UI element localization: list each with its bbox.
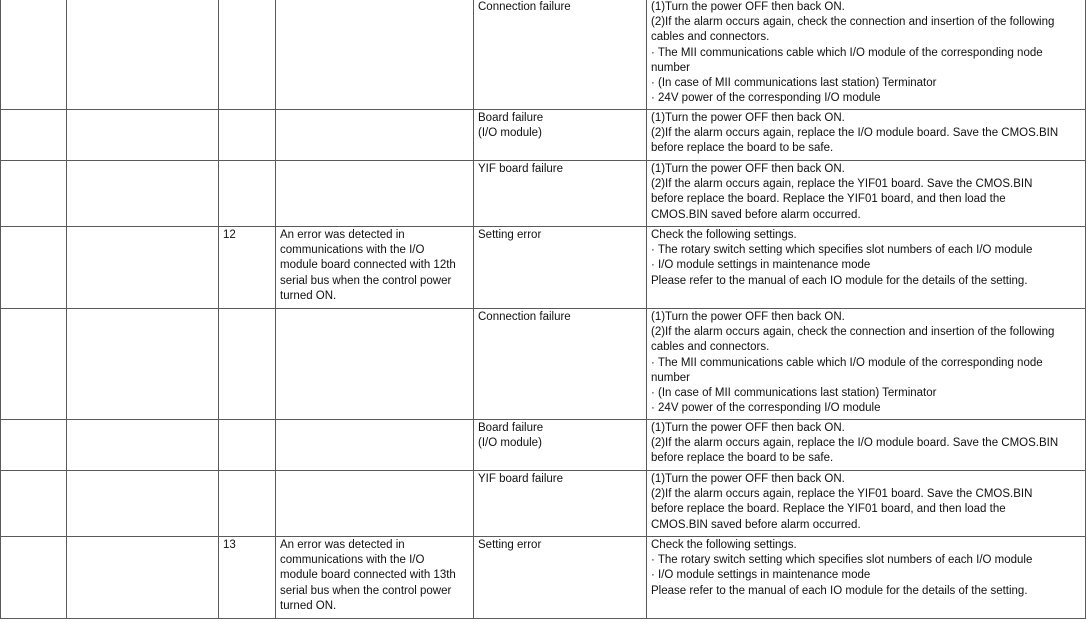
measure-line: · 24V power of the corresponding I/O module: [651, 92, 881, 105]
measure-line: · The rotary switch setting which specifies slot numbers of each I/O module: [651, 244, 1033, 257]
table-row: [1, 0, 1086, 110]
blank-cell-b: [67, 0, 219, 110]
measure-line: before replace the board to be safe.: [651, 142, 834, 155]
measure-line: Check the following settings.: [651, 539, 797, 551]
table-row: [1, 110, 1086, 161]
measure-line: Please refer to the manual of each IO module for the details of the setting.: [651, 584, 1028, 597]
table-row: [1, 309, 1086, 420]
measure-cell: [647, 110, 1086, 161]
measure-cell: [647, 227, 1086, 309]
cause-line: YIF board failure: [478, 473, 564, 485]
measure-line: (1)Turn the power OFF then back ON.: [651, 311, 845, 323]
table-row: [1, 227, 1086, 309]
description-line: serial bus when the control power: [280, 584, 452, 597]
measure-line: · I/O module settings in maintenance mode: [651, 569, 871, 582]
blank-cell-a: [1, 0, 67, 110]
description-line: serial bus when the control power: [280, 274, 452, 287]
cause-line: Board failure: [478, 112, 544, 124]
measure-line: (1)Turn the power OFF then back ON.: [651, 473, 845, 485]
blank-cell-b: [67, 227, 219, 309]
alarm-code-cell: [219, 161, 276, 227]
cause-cell: [474, 0, 647, 110]
description-cell: [276, 0, 474, 110]
cause-cell: [474, 110, 647, 161]
cause-cell: [474, 537, 647, 619]
measure-line: before replace the board. Replace the YIF01 board, and then load the: [651, 503, 1006, 516]
description-line: turned ON.: [280, 599, 337, 612]
cause-line: YIF board failure: [478, 163, 564, 175]
table-row: [1, 420, 1086, 471]
cause-line: Connection failure: [478, 311, 571, 323]
cause-cell: [474, 161, 647, 227]
measure-line: (2)If the alarm occurs again, check the connection and insertion of the following: [651, 326, 1055, 339]
description-cell: [276, 110, 474, 161]
description-line: module board connected with 13th: [280, 569, 456, 582]
measure-line: · (In case of MII communications last station) Terminator: [651, 77, 937, 90]
measure-cell: [647, 537, 1086, 619]
measure-line: cables and connectors.: [651, 31, 770, 44]
measure-cell: [647, 471, 1086, 537]
measure-line: (2)If the alarm occurs again, replace the I/O module board. Save the CMOS.BIN: [651, 127, 1059, 140]
cause-line: Connection failure: [478, 1, 571, 13]
measure-cell: [647, 420, 1086, 471]
measure-cell: [647, 161, 1086, 227]
blank-cell-b: [67, 110, 219, 161]
alarm-code-cell: [219, 110, 276, 161]
cause-line: Board failure: [478, 422, 544, 434]
description-cell: [276, 471, 474, 537]
alarm-code-cell: [219, 309, 276, 420]
measure-line: · 24V power of the corresponding I/O module: [651, 402, 881, 415]
measure-line: before replace the board to be safe.: [651, 452, 834, 465]
cause-cell: [474, 420, 647, 471]
blank-cell-a: [1, 537, 67, 619]
measure-line: · The MII communications cable which I/O module of the corresponding node: [651, 46, 1043, 59]
blank-cell-a: [1, 309, 67, 420]
cause-line: Setting error: [478, 229, 542, 241]
cause-line: (I/O module): [478, 127, 542, 140]
measure-line: (2)If the alarm occurs again, replace the YIF01 board. Save the CMOS.BIN: [651, 178, 1033, 191]
description-cell: [276, 227, 474, 309]
cause-line: Setting error: [478, 539, 542, 551]
measure-line: (1)Turn the power OFF then back ON.: [651, 1, 845, 13]
measure-line: number: [651, 371, 690, 384]
cause-cell: [474, 471, 647, 537]
measure-line: · I/O module settings in maintenance mode: [651, 259, 871, 272]
code-text: 12: [223, 229, 236, 241]
description-line: module board connected with 12th: [280, 259, 456, 272]
measure-line: number: [651, 61, 690, 74]
cause-line: (I/O module): [478, 437, 542, 450]
measure-line: (2)If the alarm occurs again, check the connection and insertion of the following: [651, 16, 1055, 29]
measure-line: · (In case of MII communications last station) Terminator: [651, 387, 937, 400]
blank-cell-a: [1, 161, 67, 227]
measure-line: (1)Turn the power OFF then back ON.: [651, 112, 845, 124]
blank-cell-b: [67, 537, 219, 619]
table-row: [1, 471, 1086, 537]
blank-cell-b: [67, 471, 219, 537]
cause-cell: [474, 227, 647, 309]
measure-line: (2)If the alarm occurs again, replace the I/O module board. Save the CMOS.BIN: [651, 437, 1059, 450]
measure-cell: [647, 0, 1086, 110]
measure-line: CMOS.BIN saved before alarm occurred.: [651, 518, 861, 531]
alarm-code-cell: [219, 227, 276, 309]
description-line: communications with the I/O: [280, 244, 425, 257]
description-line: communications with the I/O: [280, 554, 425, 567]
description-cell: [276, 537, 474, 619]
blank-cell-a: [1, 227, 67, 309]
alarm-code-cell: [219, 420, 276, 471]
code-text: 13: [223, 539, 236, 551]
measure-line: · The rotary switch setting which specifies slot numbers of each I/O module: [651, 554, 1033, 567]
alarm-code-cell: [219, 537, 276, 619]
measure-line: Check the following settings.: [651, 229, 797, 241]
measure-cell: [647, 309, 1086, 420]
alarm-code-cell: [219, 471, 276, 537]
measure-line: cables and connectors.: [651, 341, 770, 354]
measure-line: (1)Turn the power OFF then back ON.: [651, 163, 845, 175]
alarm-code-cell: [219, 0, 276, 110]
description-cell: [276, 161, 474, 227]
measure-line: CMOS.BIN saved before alarm occurred.: [651, 208, 861, 221]
measure-line: Please refer to the manual of each IO module for the details of the setting.: [651, 274, 1028, 287]
description-cell: [276, 309, 474, 420]
blank-cell-a: [1, 471, 67, 537]
blank-cell-a: [1, 110, 67, 161]
measure-line: before replace the board. Replace the YIF01 board, and then load the: [651, 193, 1006, 206]
measure-line: (2)If the alarm occurs again, replace the YIF01 board. Save the CMOS.BIN: [651, 488, 1033, 501]
blank-cell-a: [1, 420, 67, 471]
table-row: [1, 161, 1086, 227]
measure-line: (1)Turn the power OFF then back ON.: [651, 422, 845, 434]
blank-cell-b: [67, 420, 219, 471]
table-row: [1, 537, 1086, 619]
blank-cell-b: [67, 161, 219, 227]
description-line: An error was detected in: [280, 229, 405, 241]
description-cell: [276, 420, 474, 471]
cause-cell: [474, 309, 647, 420]
description-line: turned ON.: [280, 289, 337, 302]
measure-line: · The MII communications cable which I/O module of the corresponding node: [651, 356, 1043, 369]
blank-cell-b: [67, 309, 219, 420]
table-body: [1, 0, 1086, 619]
description-line: An error was detected in: [280, 539, 405, 551]
